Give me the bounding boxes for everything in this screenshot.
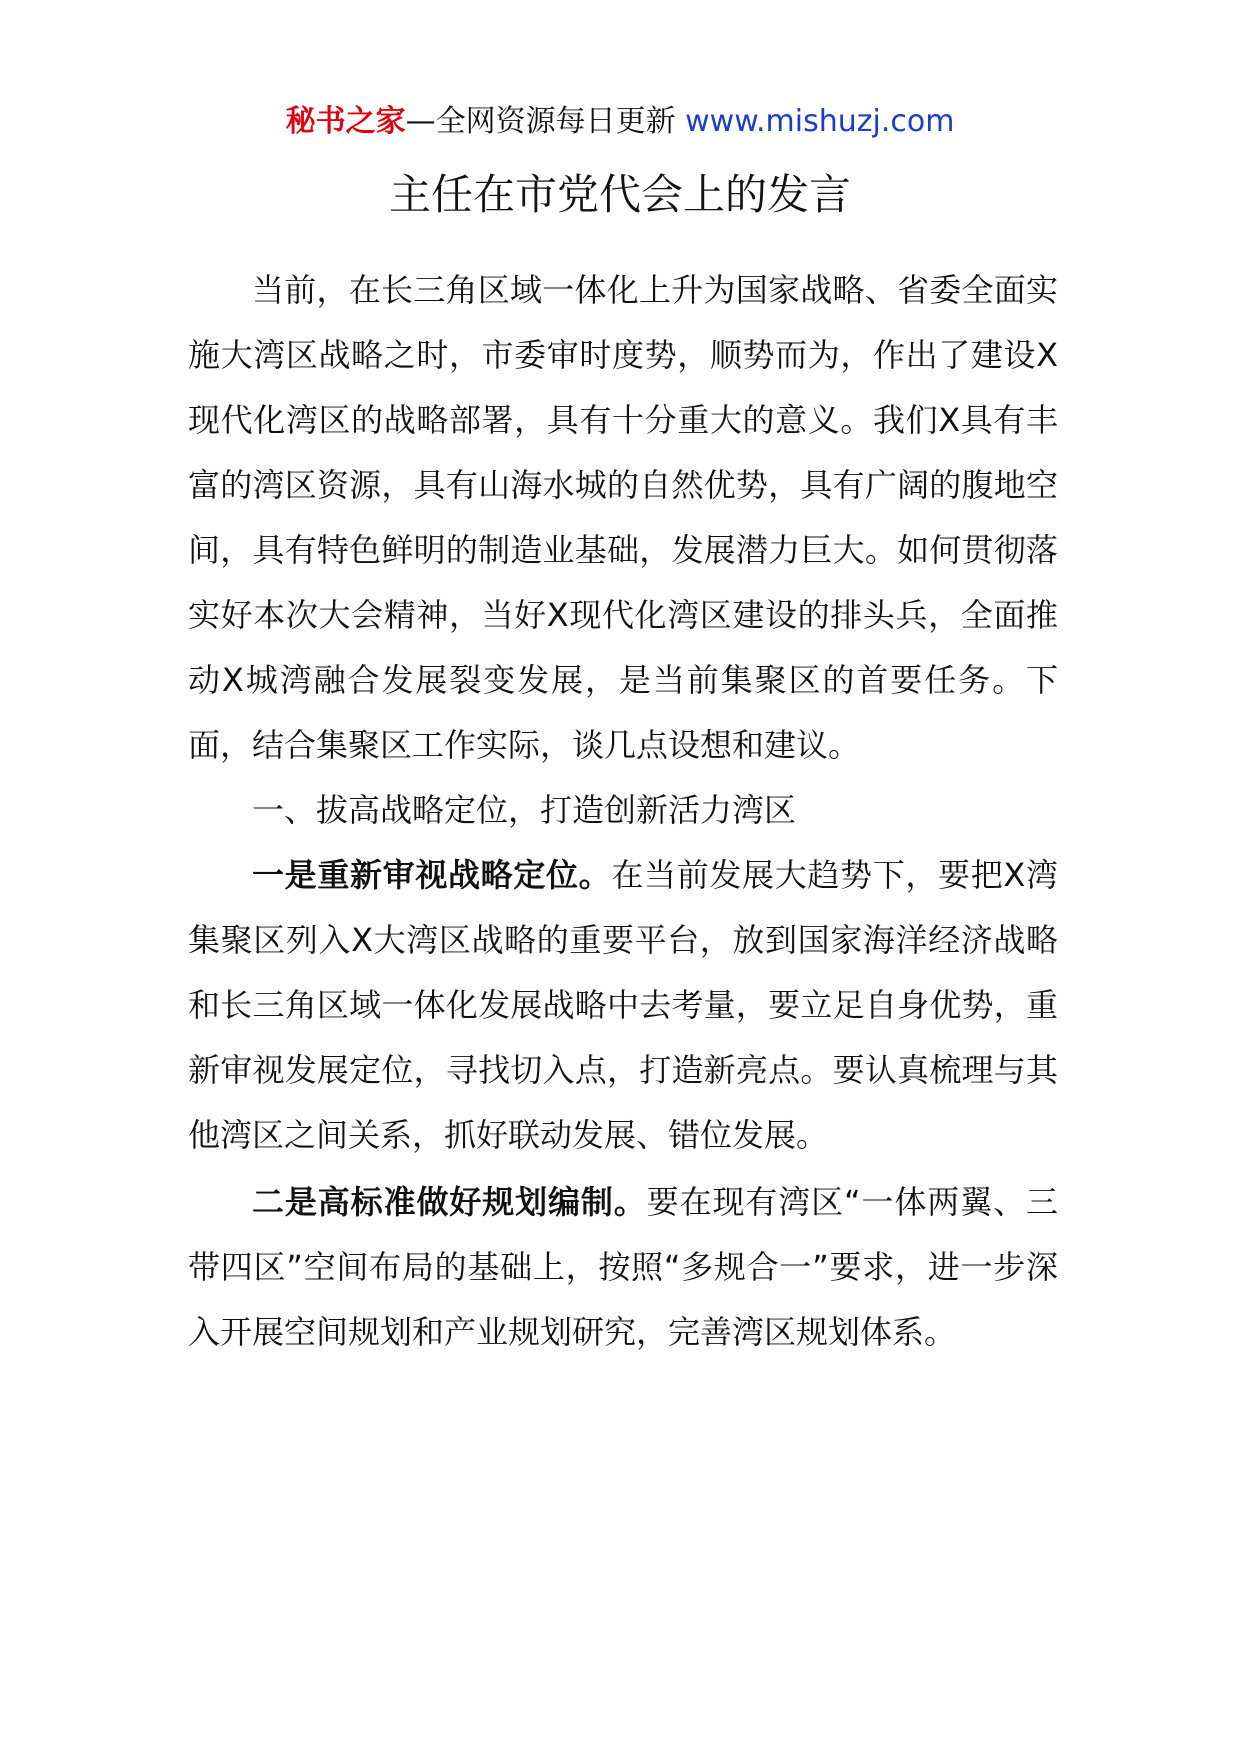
site-tagline: —全网资源每日更新 [405,104,686,139]
document-body [188,258,1058,1365]
section-heading: 一、拔高战略定位，打造创新活力湾区 [252,791,797,829]
point-paragraph-1 [188,843,1058,1168]
site-header [0,100,1240,144]
intro-paragraph: 当前，在长三角区域一体化上升为国家战略、省委全面实施大湾区战略之时，市委审时度势，顺势而为，作出了建设X现代化湾区的战略部署，具有十分重大的意义。我们X具有丰富的湾区资源，具有山海水城的自然优势，具有广阔的腹地空间，具有特色鲜明的制造业基础，发展潜力巨大。如何贯彻落实好本次大会精神，当好X现代化湾区建设的排头兵，全面推动X城湾融合发展裂变发展，是当前集聚区的首要任务。下面，结合集聚区工作实际，谈几点设想和建议。 [188,271,1058,764]
point-text-1: 在当前发展大趋势下，要把X湾集聚区列入X大湾区战略的重要平台，放到国家海洋经济战略和长三角区域一体化发展战略中去考量，要立足自身优势，重新审视发展定位，寻找切入点，打造新亮点。要认真梳理与其他湾区之间关系，抓好联动发展、错位发展。 [188,856,1058,1154]
site-brand: 秘书之家 [285,104,406,139]
point-paragraph-2 [188,1170,1058,1365]
point-text-2: 要在现有湾区“一体两翼、三带四区”空间布局的基础上，按照“多规合一”要求，进一步深入开展空间规划和产业规划研究，完善湾区规划体系。 [188,1183,1058,1351]
document-title: 主任在市党代会上的发言 [388,170,851,219]
point-lead-1: 一是重新审视战略定位。 [252,856,612,894]
point-lead-2: 二是高标准做好规划编制。 [252,1183,647,1221]
site-url-link[interactable]: www.mishuzj.com [685,104,955,139]
